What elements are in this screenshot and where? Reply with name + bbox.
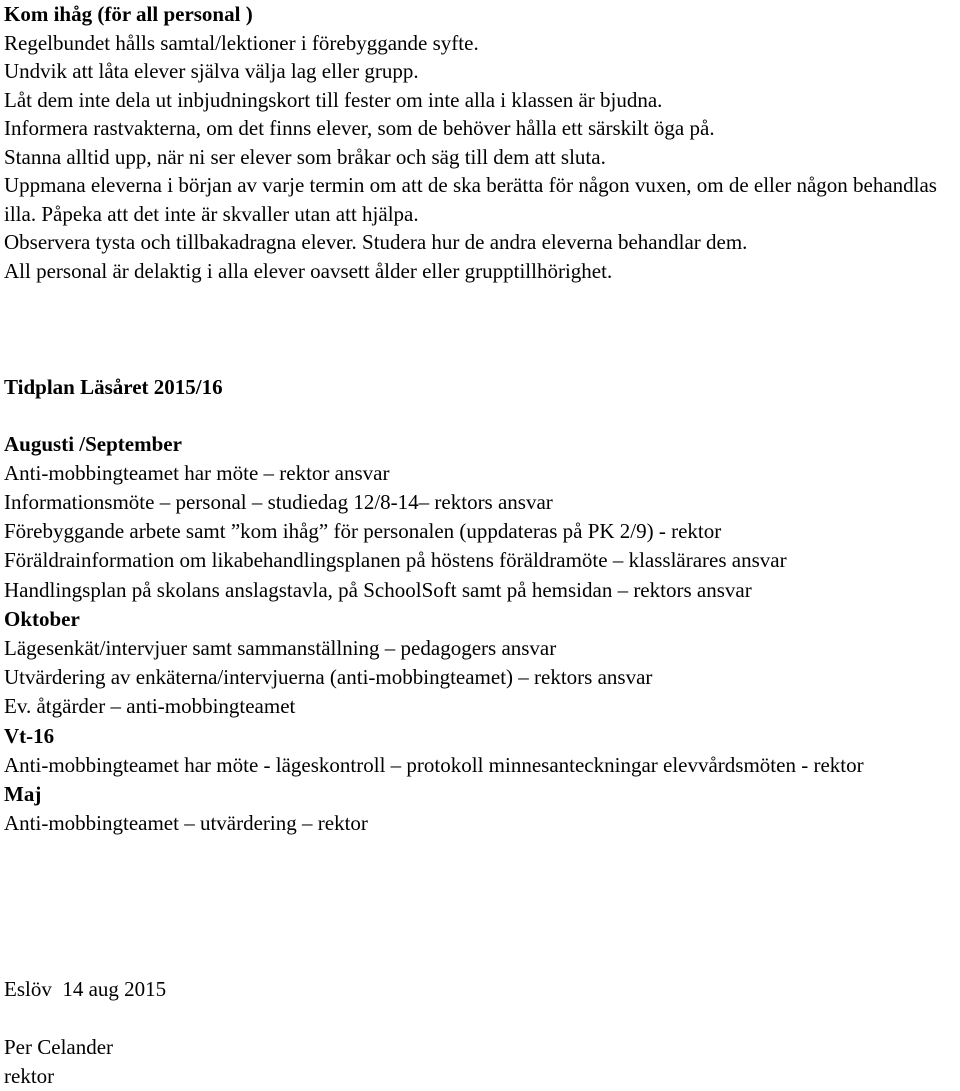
reminder-item: Regelbundet hålls samtal/lektioner i förebyggande syfte. — [4, 30, 479, 55]
schedule-item: Anti-mobbingteamet har möte - lägeskontroll – protokoll minnesanteckningar elevvårdsmöten - rektor — [4, 752, 864, 777]
schedule-item: Handlingsplan på skolans anslagstavla, på SchoolSoft samt på hemsidan – rektors ansvar — [4, 577, 752, 602]
schedule-item: Förebyggande arbete samt ”kom ihåg” för personalen (uppdateras på PK 2/9) - rektor — [4, 519, 722, 544]
spacer — [4, 402, 958, 430]
period-heading: Oktober — [4, 606, 80, 631]
place-date — [4, 975, 958, 1004]
reminder-item: Undvik att låta elever själva välja lag eller grupp. — [4, 59, 419, 83]
schedule-title: Tidplan Läsåret 2015/16 — [4, 375, 223, 399]
period-heading: Vt-16 — [4, 723, 55, 748]
period-heading: Augusti /September — [4, 431, 182, 456]
signature-block — [4, 1033, 113, 1091]
reminder-item: Stanna alltid upp, när ni ser elever som bråkar och säg till dem att sluta. — [4, 144, 606, 169]
signer-name: Per Celander — [4, 1035, 114, 1059]
schedule-item: Utvärdering av enkäterna/intervjuerna (anti-mobbingteamet) – rektors ansvar — [4, 665, 653, 690]
reminder-item: All personal är delaktig i alla elever oavsett ålder eller grupptillhörighet. — [4, 258, 613, 283]
schedule-item: Lägesenkät/intervjuer samt sammanställning – pedagogers ansvar — [4, 635, 557, 660]
schedule-item: Föräldrainformation om likabehandlingsplanen på höstens föräldramöte – klasslärares ansvar — [4, 548, 787, 573]
schedule-item: Anti-mobbingteamet – utvärdering – rektor — [4, 811, 368, 836]
reminder-item: Informera rastvakterna, om det finns elever, som de behöver hålla ett särskilt öga på. — [4, 116, 715, 140]
schedule-item: Informationsmöte – personal – studiedag 12/8-14– rektors ansvar — [4, 489, 553, 514]
reminder-section — [4, 0, 958, 285]
place-date-text: Eslöv 14 aug 2015 — [4, 977, 167, 1001]
signer-role: rektor — [4, 1064, 55, 1088]
schedule-item: Ev. åtgärder – anti-mobbingteamet — [4, 694, 296, 719]
reminder-item: Uppmana eleverna i början av varje termin om att de ska berätta för någon vuxen, om de eller någon behandlas illa. Påpeka att det inte är skvaller utan att hjälpa. — [4, 173, 937, 226]
reminder-heading: Kom ihåg (för all personal ) — [4, 2, 253, 26]
period-heading: Maj — [4, 781, 42, 806]
reminder-item: Låt dem inte dela ut inbjudningskort till fester om inte alla i klassen är bjudna. — [4, 87, 663, 112]
reminder-item: Observera tysta och tillbakadragna elever. Studera hur de andra eleverna behandlar dem. — [4, 230, 748, 254]
schedule-item: Anti-mobbingteamet har möte – rektor ansvar — [4, 460, 390, 485]
schedule-section — [4, 373, 958, 838]
